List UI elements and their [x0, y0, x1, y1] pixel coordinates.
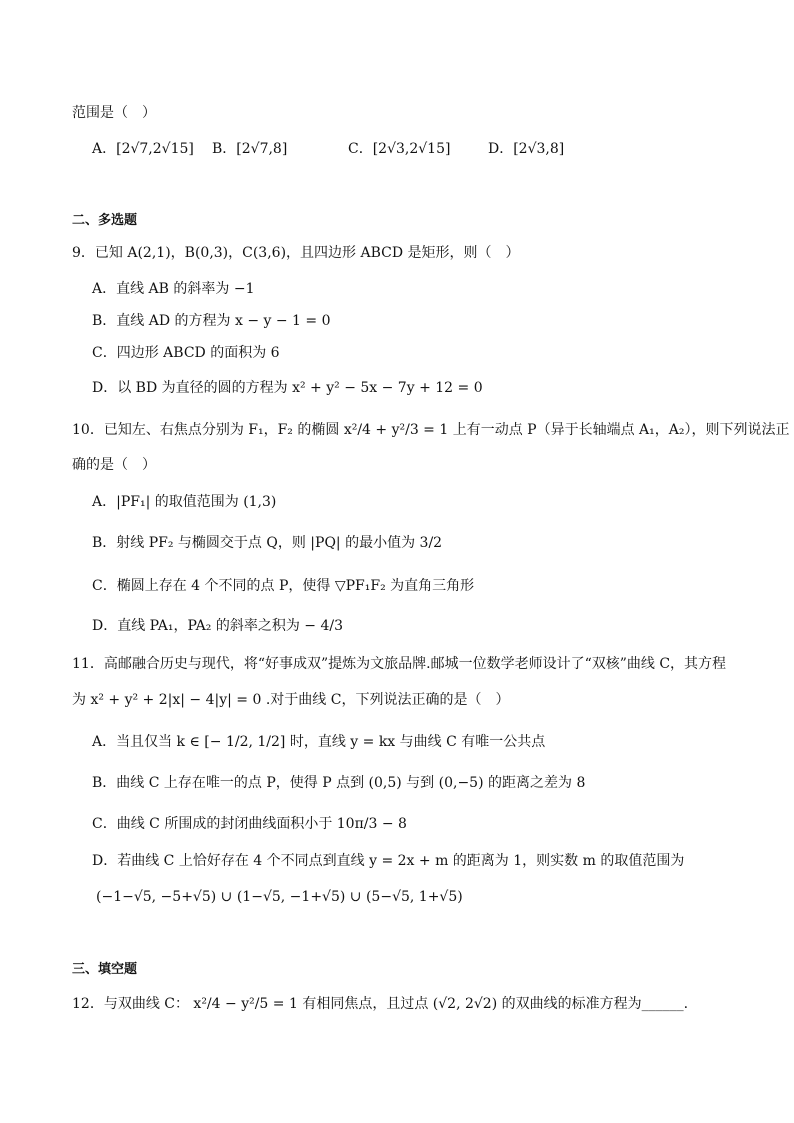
- q8-option-c: C．[2√3,2√15]: [348, 141, 451, 157]
- q8-option-a: A．[2√7,2√15]: [92, 141, 194, 157]
- q9-option-b: B．直线 AD 的方程为 x − y − 1 = 0: [92, 313, 331, 329]
- q8-option-b: B．[2√7,8]: [212, 141, 288, 157]
- q9-option-c: C．四边形 ABCD 的面积为 6: [92, 345, 280, 361]
- q10-option-d: D．直线 PA₁，PA₂ 的斜率之积为 − 4/3: [92, 618, 344, 634]
- q11-stem-line1: 11．高邮融合历史与现代，将“好事成双”提炼为文旅品牌.邮城一位数学老师设计了“双核”曲线 C，其方程: [72, 656, 727, 672]
- q11-option-b: B．曲线 C 上存在唯一的点 P，使得 P 点到 (0,5) 与到 (0,−5) 的距离之差为 8: [92, 775, 586, 791]
- q9-option-d: D．以 BD 为直径的圆的方程为 x² + y² − 5x − 7y + 12 = 0: [92, 380, 483, 396]
- q10-stem-line1: 10．已知左、右焦点分别为 F₁，F₂ 的椭圆 x²/4 + y²/3 = 1 上有一动点 P（异于长轴端点 A₁，A₂），则下列说法正: [72, 422, 790, 438]
- q11-option-c: C．曲线 C 所围成的封闭曲线面积小于 10π/3 − 8: [92, 816, 407, 832]
- q11-option-d-range: (−1−√5, −5+√5) ∪ (1−√5, −1+√5) ∪ (5−√5, 1+√5): [96, 889, 463, 905]
- q9-stem: 9．已知 A(2,1)，B(0,3)，C(3,6)，且四边形 ABCD 是矩形，则（ ）: [72, 245, 520, 261]
- section-title-multi-choice: 二、多选题: [72, 213, 138, 228]
- q11-option-a: A．当且仅当 k ∈ [− 1/2, 1/2] 时，直线 y = kx 与曲线 C 有唯一公共点: [92, 734, 546, 750]
- q10-option-b: B．射线 PF₂ 与椭圆交于点 Q，则 |PQ| 的最小值为 3/2: [92, 535, 443, 551]
- q10-option-c: C．椭圆上存在 4 个不同的点 P，使得 ▽PF₁F₂ 为直角三角形: [92, 578, 475, 594]
- q10-stem-line2: 确的是（ ）: [72, 457, 156, 473]
- question-12: 12．与双曲线 C： x²/4 − y²/5 = 1 有相同焦点，且过点 (√2, 2√2) 的双曲线的标准方程为______.: [72, 996, 689, 1012]
- q10-option-a: A．|PF₁| 的取值范围为 (1,3): [92, 494, 277, 510]
- q11-stem-line2: 为 x² + y² + 2|x| − 4|y| = 0 .对于曲线 C，下列说法正确的是（ ）: [72, 692, 510, 708]
- q9-option-a: A．直线 AB 的斜率为 −1: [92, 281, 255, 297]
- q11-option-d: D．若曲线 C 上恰好存在 4 个不同点到直线 y = 2x + m 的距离为 1，则实数 m 的取值范围为: [92, 853, 685, 869]
- q8-tail: 范围是（ ）: [72, 105, 156, 121]
- section-title-fill-blank: 三、填空题: [72, 962, 138, 977]
- q8-option-d: D．[2√3,8]: [488, 141, 565, 157]
